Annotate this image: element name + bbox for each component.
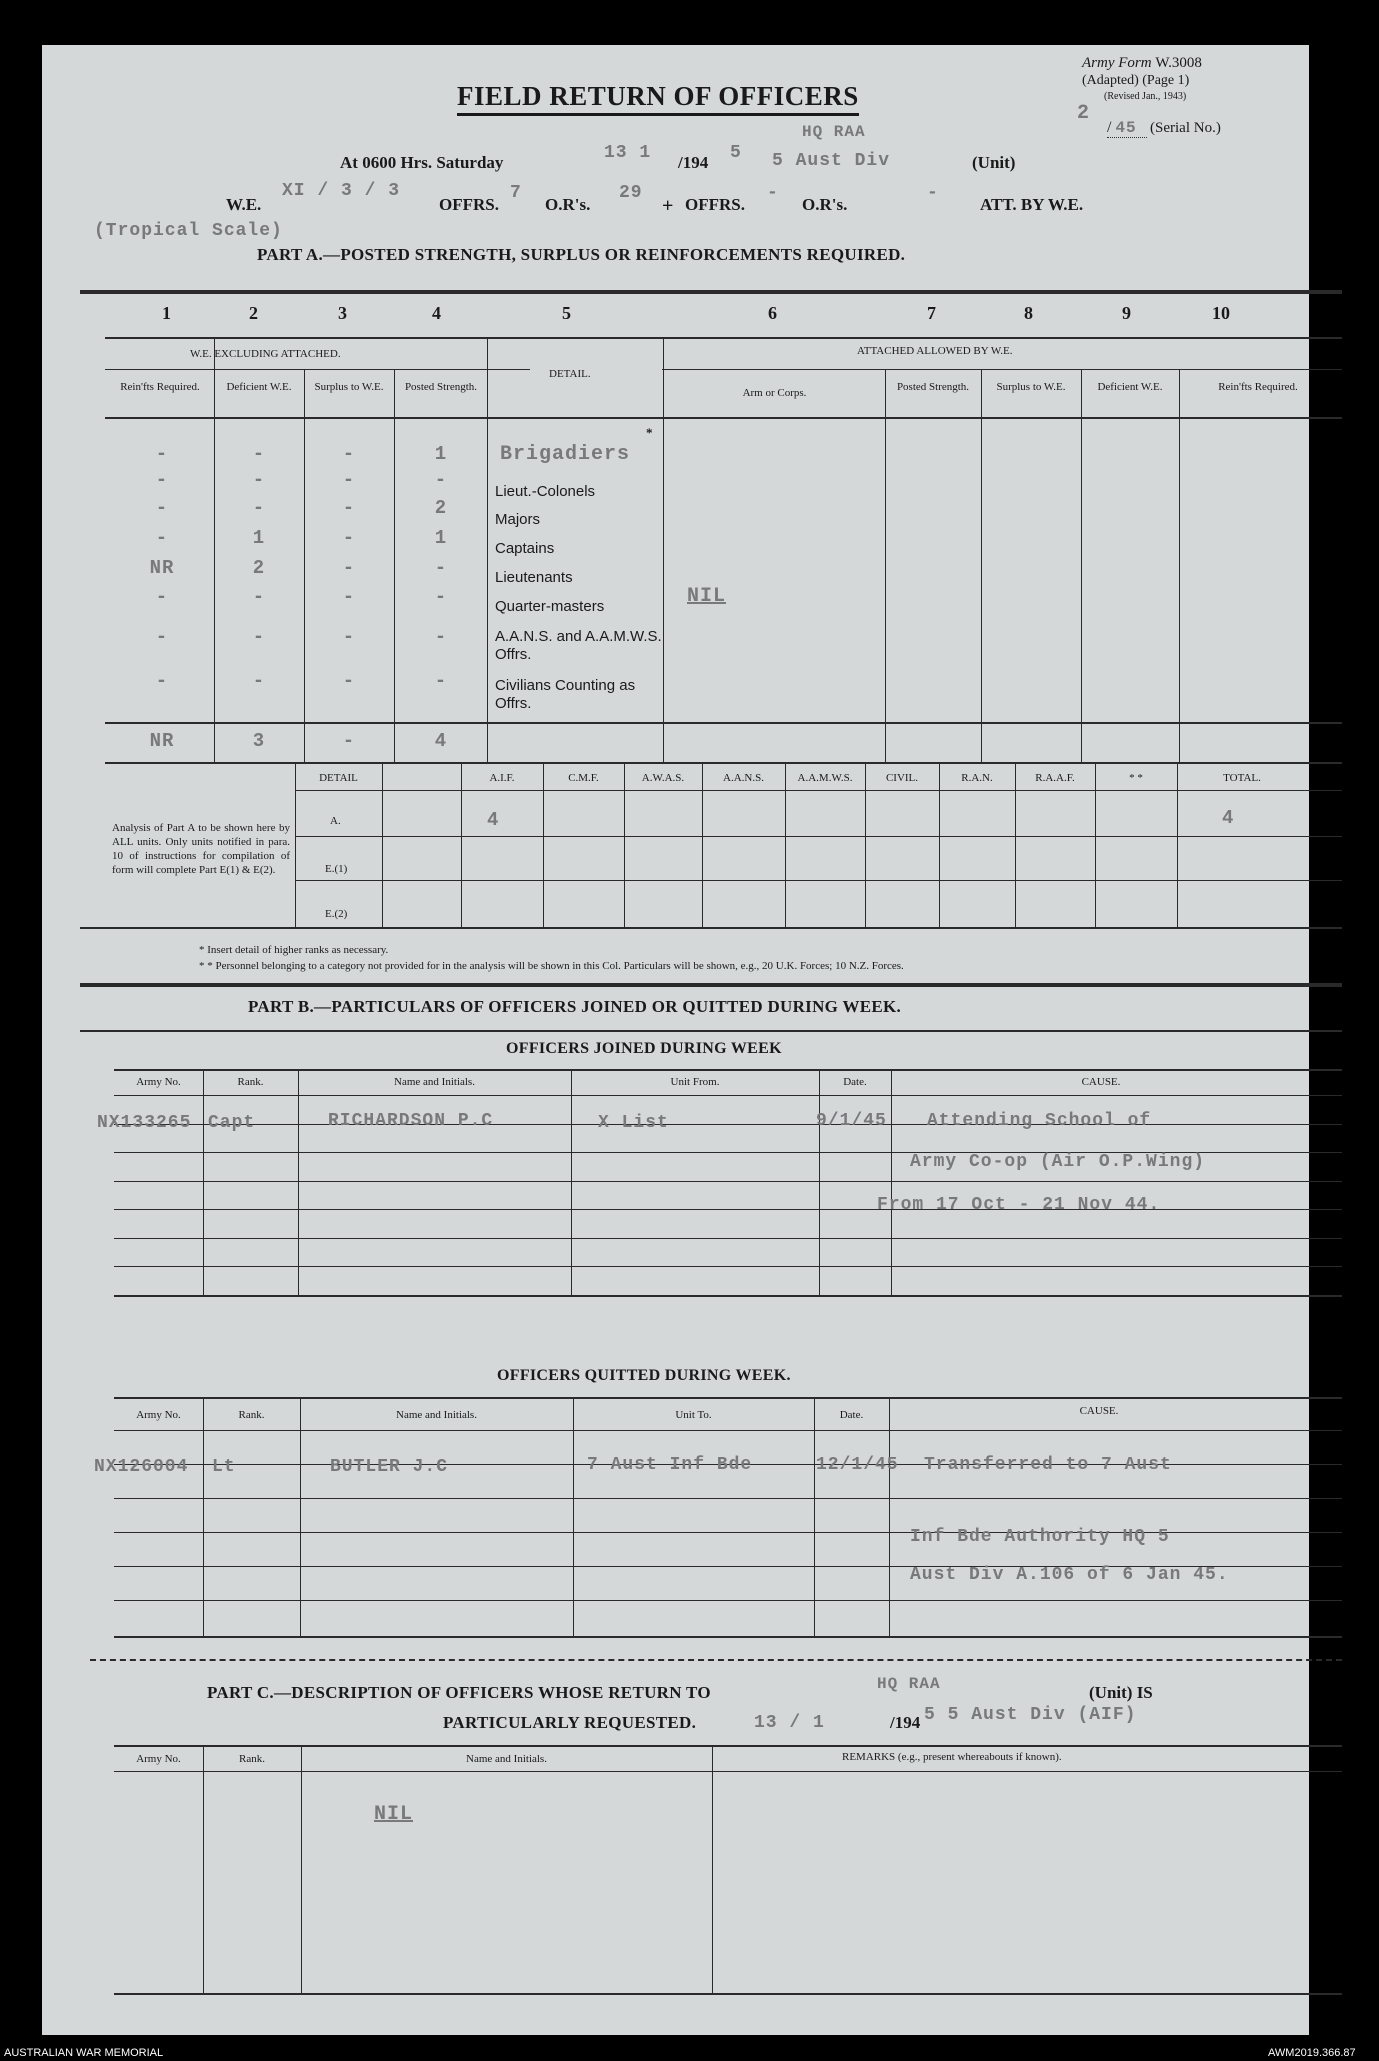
joined-unit: X List (598, 1113, 669, 1133)
joined-header-rank: Rank. (237, 1076, 264, 1088)
att-posted-header: Posted Strength. (896, 381, 970, 393)
rule (114, 1430, 1342, 1431)
analysis-header-raaf: R.A.A.F. (1035, 772, 1075, 784)
plus-sign: + (662, 195, 674, 217)
part-c-title: PART C.—DESCRIPTION OF OFFICERS WHOSE RETURN TO (207, 1683, 711, 1702)
detail-brigadiers: Brigadiers (500, 443, 631, 466)
parta-cell: 1 (434, 527, 448, 549)
rule (114, 1771, 1342, 1772)
quitted-army-no: NX126004 (94, 1457, 189, 1477)
rule (214, 337, 215, 762)
partc-header-rank: Rank. (239, 1753, 265, 1765)
total-deficient: 3 (252, 730, 266, 752)
rule (295, 790, 1342, 791)
serial-slash: / 45 (1107, 119, 1147, 138)
rule (394, 369, 395, 762)
col-num: 9 (1122, 303, 1131, 323)
rule (819, 1069, 820, 1295)
parta-cell: 1 (252, 527, 266, 549)
analysis-header-aif: A.I.F. (489, 772, 515, 784)
quitted-unit: 7 Aust Inf Bde (587, 1455, 753, 1475)
analysis-row-a: A. (330, 815, 341, 827)
deficient-header: Deficient W.E. (226, 381, 292, 393)
rule (105, 762, 1342, 764)
analysis-row-e2: E.(2) (325, 908, 348, 920)
offrs-value: 7 (510, 183, 522, 203)
rule (461, 762, 462, 927)
joined-header-date: Date. (843, 1076, 867, 1088)
rule (939, 762, 940, 927)
date-year-suffix: 5 (730, 143, 742, 163)
parta-cell: - (252, 443, 266, 465)
total-posted: 4 (434, 730, 448, 752)
rule (114, 1498, 1342, 1499)
footer-right: AWM2019.366.87 (1268, 2047, 1356, 2059)
analysis-header-aans: A.A.N.S. (723, 772, 764, 784)
parta-cell: - (342, 626, 356, 648)
adapted-label: (Adapted) (Page 1) (1082, 73, 1190, 88)
rule (105, 722, 1342, 724)
rule (203, 1069, 204, 1295)
partc-header-remarks: REMARKS (e.g., present whereabouts if known). (842, 1751, 1062, 1763)
analysis-row-e1: E.(1) (325, 863, 348, 875)
attached-header: ATTACHED ALLOWED BY W.E. (857, 345, 1013, 357)
rule (301, 1745, 302, 1993)
quitted-header-army-no: Army No. (136, 1409, 181, 1421)
ors-value: 29 (619, 183, 643, 203)
analysis-header-other: * * (1129, 772, 1143, 784)
footer-left: AUSTRALIAN WAR MEMORIAL (4, 2047, 164, 2059)
quitted-date: 12/1/45 (816, 1455, 899, 1475)
analysis-header-cmf: C.M.F. (568, 772, 599, 784)
rule (114, 1636, 1342, 1638)
quitted-header-rank: Rank. (238, 1409, 265, 1421)
parta-cell: - (342, 670, 356, 692)
detail-quartermasters: Quarter-masters (495, 598, 605, 615)
att-by-we-label: ATT. BY W.E. (980, 195, 1084, 214)
analysis-aif-a: 4 (487, 809, 500, 831)
surplus-header: Surplus to W.E. (314, 381, 384, 393)
joined-army-no: NX133265 (97, 1113, 192, 1133)
rule (487, 337, 488, 762)
rule (105, 417, 1342, 419)
rule (114, 1745, 1342, 1747)
reinfts-header: Rein'fts Required. (120, 381, 200, 393)
rule (891, 1069, 892, 1295)
parta-cell: - (342, 527, 356, 549)
rule (295, 880, 1342, 881)
unit-typed-1: HQ RAA (802, 123, 866, 141)
rule (785, 762, 786, 927)
page-title: FIELD RETURN OF OFFICERS (457, 81, 859, 116)
parta-cell: - (434, 469, 448, 491)
analysis-header-total: TOTAL. (1223, 772, 1261, 784)
part-c-unit-label: (Unit) IS (1089, 1683, 1153, 1702)
detail-majors: Majors (495, 511, 541, 528)
date-day: 13 1 (604, 143, 652, 163)
posted-header: Posted Strength. (404, 381, 478, 393)
parta-cell: - (155, 469, 169, 491)
rule (114, 1295, 1342, 1297)
total-surplus: - (342, 730, 356, 752)
joined-cause-2: Army Co-op (Air O.P.Wing) (910, 1152, 1206, 1172)
parta-cell: - (252, 586, 266, 608)
col-num: 8 (1024, 303, 1033, 323)
at-time-label: At 0600 Hrs. Saturday (340, 153, 504, 172)
ors2-label: O.R's. (802, 195, 848, 214)
joined-cause-3: From 17 Oct - 21 Nov 44. (877, 1195, 1161, 1215)
joined-date: 9/1/45 (816, 1111, 887, 1131)
quitted-title: OFFICERS QUITTED DURING WEEK. (497, 1367, 791, 1384)
quitted-header-date: Date. (839, 1409, 864, 1421)
joined-header-army-no: Army No. (136, 1076, 181, 1088)
joined-header-cause: CAUSE. (1081, 1076, 1121, 1088)
joined-title: OFFICERS JOINED DURING WEEK (506, 1040, 782, 1057)
joined-header-name: Name and Initials. (394, 1076, 475, 1088)
quitted-header-cause: CAUSE. (1079, 1405, 1119, 1417)
parta-cell: - (155, 626, 169, 648)
joined-header-unit: Unit From. (670, 1076, 720, 1088)
rule (662, 369, 1342, 370)
analysis-total-a: 4 (1222, 807, 1235, 829)
detail-lieutenants: Lieutenants (495, 569, 573, 586)
partc-nil: NIL (374, 1803, 414, 1826)
col-num: 7 (927, 303, 936, 323)
quitted-rank: Lt (212, 1457, 236, 1477)
we-excluding-header: W.E. EXCLUDING ATTACHED. (190, 348, 341, 360)
quitted-name: BUTLER J.C (330, 1457, 449, 1477)
parta-cell: - (155, 670, 169, 692)
part-a-title: PART A.—POSTED STRENGTH, SURPLUS OR REINFORCEMENTS REQUIRED. (257, 245, 906, 264)
parta-cell: - (155, 497, 169, 519)
rule (702, 762, 703, 927)
col-num: 3 (338, 303, 347, 323)
rule (80, 927, 1342, 929)
parta-cell: - (252, 626, 266, 648)
parta-cell: - (434, 586, 448, 608)
parta-cell: - (342, 443, 356, 465)
quitted-cause-1: Transferred to 7 Aust (924, 1455, 1172, 1475)
date-year-prefix: /194 (678, 153, 709, 172)
unit-label: (Unit) (972, 153, 1016, 172)
serial-value: 2 (1077, 102, 1091, 125)
joined-cause-1: Attending School of (927, 1111, 1152, 1131)
parta-cell: - (155, 527, 169, 549)
rule (114, 1600, 1342, 1601)
parta-cell: 2 (434, 497, 448, 519)
analysis-header-awas: A.W.A.S. (641, 772, 685, 784)
col-num: 1 (162, 303, 171, 323)
rule (304, 369, 305, 762)
we-label: W.E. (226, 195, 262, 214)
form-sheet (42, 45, 1309, 2035)
col-num: 6 (768, 303, 777, 323)
rule (105, 369, 530, 370)
parta-cell: - (252, 497, 266, 519)
rule (1179, 369, 1180, 762)
rule (114, 1397, 1342, 1399)
rule (203, 1397, 204, 1636)
rule (571, 1069, 572, 1295)
part-c-req-year: /194 (890, 1713, 921, 1732)
joined-name: RICHARDSON P.C (328, 1111, 494, 1131)
offrs-label: OFFRS. (439, 195, 499, 214)
parta-cell: - (434, 626, 448, 648)
att-deficient-header: Deficient W.E. (1097, 381, 1163, 393)
rule (1095, 762, 1096, 927)
rule (300, 1397, 301, 1636)
asterisk: * (646, 425, 653, 440)
army-form-label: Army Form W.3008 (1082, 55, 1202, 71)
rule (573, 1397, 574, 1636)
footnote-2: * * Personnel belonging to a category not provided for in the analysis will be shown in this Col. Particulars will be shown, e.g., 20 U.K. Forces; 10 N.Z. Forces. (199, 960, 904, 972)
arm-corps-header: Arm or Corps. (742, 387, 807, 399)
detail-captains: Captains (495, 540, 555, 557)
revised-label: (Revised Jan., 1943) (1104, 91, 1187, 102)
total-reinfts: NR (149, 730, 175, 752)
joined-rank: Capt (208, 1113, 256, 1133)
attached-nil: NIL (687, 585, 727, 608)
footnote-1: * Insert detail of higher ranks as necessary. (199, 944, 389, 956)
parta-cell: 2 (252, 557, 266, 579)
detail-aans: A.A.N.S. and A.A.M.W.S. Offrs. (495, 628, 662, 663)
partc-header-army-no: Army No. (136, 1753, 181, 1765)
part-c-req-unit: 5 5 Aust Div (AIF) (924, 1705, 1137, 1725)
parta-cell: - (252, 670, 266, 692)
rule (80, 983, 1342, 987)
detail-civilians: Civilians Counting as Offrs. (495, 677, 636, 712)
rule (624, 762, 625, 927)
parta-cell: - (342, 469, 356, 491)
att-reinfts-header: Rein'fts Required. (1218, 381, 1298, 393)
parta-cell: - (155, 443, 169, 465)
att-surplus-header: Surplus to W.E. (996, 381, 1066, 393)
rule (80, 1030, 1342, 1032)
parta-cell: - (342, 557, 356, 579)
detail-lieut-colonels: Lieut.-Colonels (495, 483, 596, 500)
serial-label: (Serial No.) (1150, 120, 1221, 136)
analysis-header-ran: R.A.N. (961, 772, 993, 784)
rule (712, 1745, 713, 1993)
part-c-unit-typed: HQ RAA (877, 1675, 941, 1693)
quitted-cause-2: Inf Bde Authority HQ 5 (910, 1527, 1170, 1547)
parta-cell: - (252, 469, 266, 491)
rule (981, 369, 982, 762)
part-c-requested: PARTICULARLY REQUESTED. (443, 1713, 697, 1732)
rule (203, 1745, 204, 1993)
col-num: 10 (1212, 303, 1230, 323)
rule (1081, 369, 1082, 762)
detail-header: DETAIL. (549, 368, 591, 380)
we-values: XI / 3 / 3 (282, 181, 401, 201)
rule (80, 290, 1342, 294)
part-b-title: PART B.—PARTICULARS OF OFFICERS JOINED OR QUITTED DURING WEEK. (248, 997, 902, 1016)
analysis-note: Analysis of Part A to be shown here by ALL units. Only units notified in para. 10 of instructions for compilation of form will complete Part E(1) & E(2). (112, 822, 290, 876)
unit-typed-2: 5 Aust Div (772, 151, 891, 171)
offrs2-value: - (767, 183, 779, 203)
rule (295, 762, 296, 927)
ors2-value: - (927, 183, 939, 203)
rule (382, 762, 383, 927)
parta-cell: - (342, 497, 356, 519)
rule (90, 1659, 1342, 1661)
analysis-header-civil: CIVIL. (885, 772, 919, 784)
rule (295, 836, 1342, 837)
rule (865, 762, 866, 927)
parta-cell: NR (149, 557, 175, 579)
quitted-header-name: Name and Initials. (396, 1409, 477, 1421)
rule (1015, 762, 1016, 927)
rule (814, 1397, 815, 1636)
ors-label: O.R's. (545, 195, 591, 214)
parta-cell: - (434, 557, 448, 579)
analysis-header-aamws: A.A.M.W.S. (797, 772, 853, 784)
rule (1177, 762, 1178, 927)
col-num: 4 (432, 303, 441, 323)
rule (885, 369, 886, 762)
col-num: 2 (249, 303, 258, 323)
quitted-header-unit: Unit To. (675, 1409, 712, 1421)
rule (889, 1397, 890, 1636)
parta-cell: - (434, 670, 448, 692)
col-num: 5 (562, 303, 571, 323)
rule (298, 1069, 299, 1295)
parta-cell: - (155, 586, 169, 608)
rule (105, 337, 1342, 339)
part-c-req-date: 13 / 1 (754, 1713, 825, 1733)
rule (543, 762, 544, 927)
partc-header-name: Name and Initials. (466, 1753, 547, 1765)
rule (114, 1993, 1342, 1995)
parta-cell: - (342, 586, 356, 608)
offrs2-label: OFFRS. (685, 195, 745, 214)
parta-cell: 1 (434, 443, 448, 465)
tropical-scale: (Tropical Scale) (94, 221, 283, 241)
analysis-header-detail: DETAIL (319, 772, 358, 784)
quitted-cause-3: Aust Div A.106 of 6 Jan 45. (910, 1565, 1229, 1585)
